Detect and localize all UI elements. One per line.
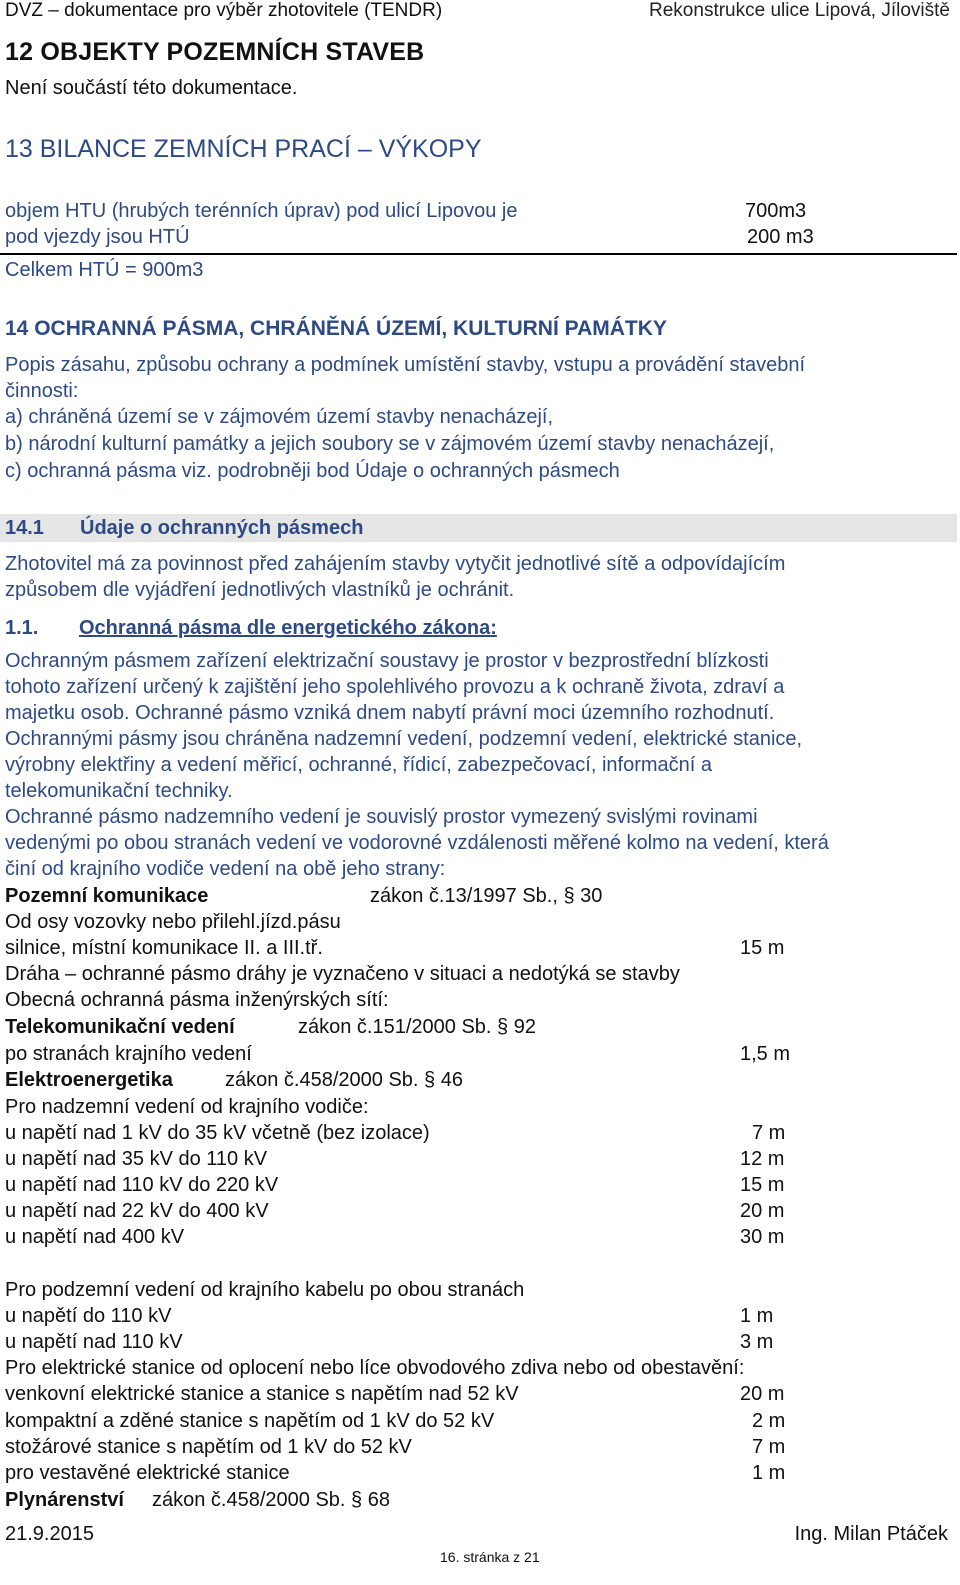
header-right: Rekonstrukce ulice Lipová, Jíloviště xyxy=(649,0,950,21)
footer-page-number: 16. stránka z 21 xyxy=(440,1549,540,1565)
s111-title: Ochranná pásma dle energetického zákona: xyxy=(79,617,497,639)
station-row-label: pro vestavěné elektrické stanice xyxy=(5,1462,290,1484)
power-underground-intro: Pro podzemní vedení od krajního kabelu po obou stranách xyxy=(5,1279,525,1301)
s111-line: výrobny elektřiny a vedení měřicí, ochranné, řídicí, zabezpečovací, informační a xyxy=(5,754,713,776)
htu-row-1-label: objem HTU (hrubých terénních úprav) pod ulicí Lipovou je xyxy=(5,200,518,222)
station-row-label: stožárové stanice s napětím od 1 kV do 52 kV xyxy=(5,1436,412,1458)
station-row-value: 1 m xyxy=(752,1462,786,1484)
underground-row-value: 3 m xyxy=(740,1331,774,1353)
gas-label: Plynárenství xyxy=(5,1489,124,1511)
section-14-heading: 14 OCHRANNÁ PÁSMA, CHRÁNĚNÁ ÚZEMÍ, KULTURNÍ PAMÁTKY xyxy=(5,317,667,340)
s111-line: telekomunikační techniky. xyxy=(5,780,233,802)
overhead-row-label: u napětí nad 1 kV do 35 kV včetně (bez izolace) xyxy=(5,1122,430,1144)
header-left: DVZ – dokumentace pro výběr zhotovitele (TENDR) xyxy=(5,0,443,21)
s111-number: 1.1. xyxy=(5,617,39,639)
roads-label: Pozemní komunikace xyxy=(5,885,209,907)
power-label: Elektroenergetika xyxy=(5,1069,173,1091)
s14-item-a: a) chráněná území se v zájmovém území stavby nenacházejí, xyxy=(5,406,554,428)
s141-paragraph-line-1: Zhotovitel má za povinnost před zahájením stavby vytyčit jednotlivé sítě a odpovídajícím xyxy=(5,553,786,575)
section-12-note: Není součástí této dokumentace. xyxy=(5,77,298,99)
underground-row-value: 1 m xyxy=(740,1305,774,1327)
footer-date: 21.9.2015 xyxy=(5,1523,94,1545)
telecom-line-1-value: 1,5 m xyxy=(740,1043,791,1065)
htu-row-2-label: pod vjezdy jsou HTÚ xyxy=(5,226,190,248)
overhead-row-label: u napětí nad 22 kV do 400 kV xyxy=(5,1200,269,1222)
overhead-row-value: 20 m xyxy=(740,1200,785,1222)
overhead-row-value: 30 m xyxy=(740,1226,785,1248)
htu-row-2-value: 200 m3 xyxy=(747,226,814,248)
section-12-heading: 12 OBJEKTY POZEMNÍCH STAVEB xyxy=(5,38,425,66)
station-row-label: kompaktní a zděné stanice s napětím od 1 kV do 52 kV xyxy=(5,1410,495,1432)
s14-paragraph-line-2: činnosti: xyxy=(5,380,79,402)
overhead-row-value: 7 m xyxy=(752,1122,786,1144)
rail-line: Dráha – ochranné pásmo dráhy je vyznačeno v situaci a nedotýká se stavby xyxy=(5,963,680,985)
station-row-value: 20 m xyxy=(740,1383,785,1405)
s111-line: Ochranným pásmem zařízení elektrizační soustavy je prostor v bezprostřední blízkosti xyxy=(5,650,769,672)
roads-law: zákon č.13/1997 Sb., § 30 xyxy=(370,885,603,907)
s141-paragraph-line-2: způsobem dle vyjádření jednotlivých vlastníků je ochránit. xyxy=(5,579,515,601)
s141-title: Údaje o ochranných pásmech xyxy=(80,517,364,539)
divider-rule xyxy=(0,253,957,255)
htu-row-1-value: 700m3 xyxy=(745,200,807,222)
telecom-line-1: po stranách krajního vedení xyxy=(5,1043,252,1065)
telecom-label: Telekomunikační vedení xyxy=(5,1016,235,1038)
roads-line-2: silnice, místní komunikace II. a III.tř. xyxy=(5,937,323,959)
underground-row-label: u napětí nad 110 kV xyxy=(5,1331,183,1353)
overhead-row-label: u napětí nad 400 kV xyxy=(5,1226,185,1248)
power-overhead-intro: Pro nadzemní vedení od krajního vodiče: xyxy=(5,1096,369,1118)
s111-line: vedenými po obou stranách vedení ve vodorovné vzdálenosti měřené kolmo na vedení, která xyxy=(5,832,829,854)
s111-line: majetku osob. Ochranné pásmo vzniká dnem nabytí právní moci územního rozhodnutí. xyxy=(5,702,775,724)
s14-item-b: b) národní kulturní památky a jejich soubory se v zájmovém území stavby nenacházejí, xyxy=(5,433,775,455)
power-law: zákon č.458/2000 Sb. § 46 xyxy=(225,1069,463,1091)
overhead-row-value: 12 m xyxy=(740,1148,785,1170)
power-stations-intro: Pro elektrické stanice od oplocení nebo líce obvodového zdiva nebo od obestavění: xyxy=(5,1357,745,1379)
htu-total: Celkem HTÚ = 900m3 xyxy=(5,259,204,281)
overhead-row-value: 15 m xyxy=(740,1174,785,1196)
s111-line: tohoto zařízení určený k zajištění jeho spolehlivého provozu a k ochraně života, zdraví a xyxy=(5,676,785,698)
footer-author: Ing. Milan Ptáček xyxy=(794,1523,948,1545)
overhead-row-label: u napětí nad 35 kV do 110 kV xyxy=(5,1148,268,1170)
telecom-law: zákon č.151/2000 Sb. § 92 xyxy=(298,1016,536,1038)
s111-line: Ochranné pásmo nadzemního vedení je souvislý prostor vymezený svislými rovinami xyxy=(5,806,758,828)
s111-line: činí od krajního vodiče vedení na obě jeho strany: xyxy=(5,858,446,880)
underground-row-label: u napětí do 110 kV xyxy=(5,1305,172,1327)
s14-paragraph-line-1: Popis zásahu, způsobu ochrany a podmínek umístění stavby, vstupu a provádění stavební xyxy=(5,354,806,376)
overhead-row-label: u napětí nad 110 kV do 220 kV xyxy=(5,1174,279,1196)
s14-item-c: c) ochranná pásma viz. podrobněji bod Údaje o ochranných pásmech xyxy=(5,460,620,482)
station-row-value: 2 m xyxy=(752,1410,786,1432)
section-13-heading: 13 BILANCE ZEMNÍCH PRACÍ – VÝKOPY xyxy=(5,135,482,163)
station-row-value: 7 m xyxy=(752,1436,786,1458)
s111-line: Ochrannými pásmy jsou chráněna nadzemní vedení, podzemní vedení, elektrické stanice, xyxy=(5,728,803,750)
general-zones-line: Obecná ochranná pásma inženýrských sítí: xyxy=(5,989,389,1011)
gas-law: zákon č.458/2000 Sb. § 68 xyxy=(152,1489,390,1511)
station-row-label: venkovní elektrické stanice a stanice s napětím nad 52 kV xyxy=(5,1383,519,1405)
s141-number: 14.1 xyxy=(5,517,44,539)
roads-line-2-value: 15 m xyxy=(740,937,785,959)
roads-line-1: Od osy vozovky nebo přilehl.jízd.pásu xyxy=(5,911,341,933)
